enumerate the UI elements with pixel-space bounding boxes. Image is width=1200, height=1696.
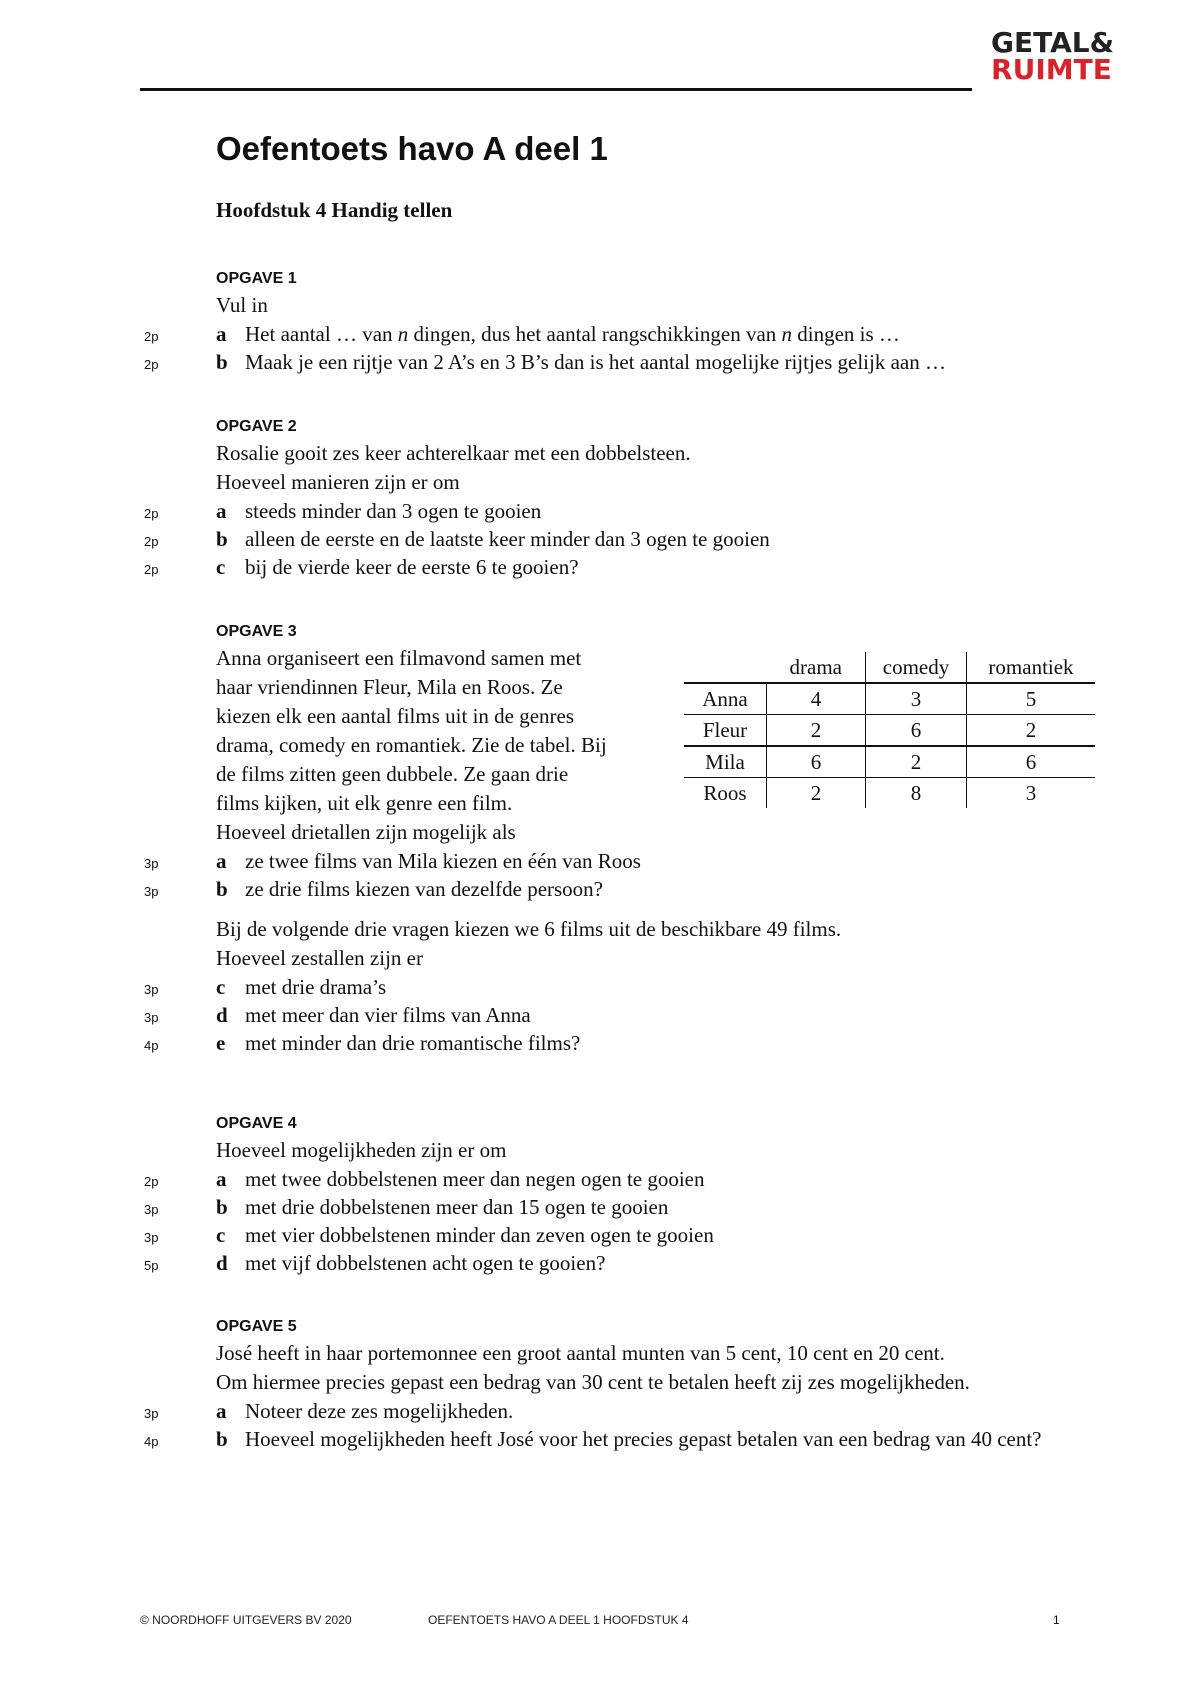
opgave-1-heading: OPGAVE 1: [216, 270, 297, 287]
math-variable: n: [781, 322, 793, 346]
item-letter: c: [216, 975, 226, 999]
page-title: Oefentoets havo A deel 1: [216, 130, 608, 167]
item-text-part: dingen, dus het aantal rangschikkingen van: [408, 322, 782, 346]
question-item: [144, 1029, 1116, 1057]
item-letter: a: [216, 322, 227, 346]
footer-document-title: OEFENTOETS HAVO A DEEL 1 HOOFDSTUK 4: [428, 1613, 689, 1627]
opgave-2-intro-1: Rosalie gooit zes keer achterelkaar met een dobbelsteen.: [216, 441, 691, 465]
points-label: 2p: [144, 534, 159, 549]
item-text: met drie drama’s: [245, 975, 387, 999]
opgave-3-intro-line: drama, comedy en romantiek. Zie de tabel. Bij: [216, 733, 607, 757]
opgave-3-question-1: Hoeveel drietallen zijn mogelijk als: [216, 820, 516, 844]
row-name: Roos: [684, 778, 767, 809]
header-rule: [140, 88, 972, 91]
item-text: met meer dan vier films van Anna: [245, 1003, 531, 1027]
points-label: 2p: [144, 357, 159, 372]
table-cell: 2: [866, 746, 967, 778]
points-label: 5p: [144, 1258, 159, 1273]
item-text-part: Het aantal … van: [245, 322, 398, 346]
opgave-5-intro-1: José heeft in haar portemonnee een groot aantal munten van 5 cent, 10 cent en 20 cent.: [216, 1341, 945, 1365]
points-label: 3p: [144, 884, 159, 899]
table-cell: 6: [866, 715, 967, 747]
table-cell: 2: [767, 715, 866, 747]
opgave-3-intro-line: haar vriendinnen Fleur, Mila en Roos. Ze: [216, 675, 563, 699]
opgave-5-heading: OPGAVE 5: [216, 1318, 297, 1335]
points-label: 3p: [144, 1406, 159, 1421]
opgave-2-heading: OPGAVE 2: [216, 418, 297, 435]
item-text: alleen de eerste en de laatste keer minder dan 3 ogen te gooien: [245, 527, 770, 551]
item-text: met minder dan drie romantische films?: [245, 1031, 581, 1055]
item-text: bij de vierde keer de eerste 6 te gooien?: [245, 555, 579, 579]
points-label: 4p: [144, 1434, 159, 1449]
table-cell: 8: [866, 778, 967, 809]
table-cell: 3: [866, 683, 967, 715]
table-header-cell: romantiek: [967, 652, 1096, 683]
opgave-3-intro-line: films kijken, uit elk genre een film.: [216, 791, 513, 815]
item-letter: a: [216, 1399, 227, 1423]
page-number: 1: [1053, 1613, 1060, 1627]
table-header-corner: [684, 652, 767, 683]
opgave-3-intro-line: de films zitten geen dubbele. Ze gaan drie: [216, 762, 569, 786]
points-label: 3p: [144, 1010, 159, 1025]
question-item: [144, 525, 1116, 553]
item-text: met vijf dobbelstenen acht ogen te gooien?: [245, 1251, 606, 1275]
table-row: [684, 683, 1095, 715]
item-letter: b: [216, 877, 228, 901]
opgave-5: [144, 1318, 1116, 1453]
table-cell: 3: [1025, 780, 1037, 805]
spacer: [216, 903, 1116, 915]
opgave-2: [144, 418, 1116, 581]
points-label: 3p: [144, 856, 159, 871]
item-letter: b: [216, 527, 228, 551]
points-label: 4p: [144, 1038, 159, 1053]
item-text: Noteer deze zes mogelijkheden.: [245, 1399, 514, 1423]
opgave-3-intro-2: Bij de volgende drie vragen kiezen we 6 films uit de beschikbare 49 films.: [216, 917, 842, 941]
item-letter: a: [216, 849, 227, 873]
table-cell: 5: [967, 683, 1096, 715]
opgave-3-intro-line: kiezen elk een aantal films uit in de genres: [216, 704, 575, 728]
question-item: [144, 1221, 1116, 1249]
table-header-cell: drama: [767, 652, 866, 683]
question-item: [144, 1425, 1100, 1453]
item-letter: c: [216, 1223, 226, 1247]
table-cell: 2: [967, 715, 1096, 747]
table-row: [684, 746, 1095, 778]
page-footer: [140, 1613, 689, 1627]
item-letter: d: [216, 1003, 228, 1027]
item-letter: b: [216, 1427, 228, 1451]
question-item: [144, 320, 1116, 348]
table-cell: 4: [767, 683, 866, 715]
question-item: [144, 1193, 1116, 1221]
brand-line-1: GETAL&: [991, 26, 1114, 59]
points-label: 2p: [144, 329, 159, 344]
opgave-4-heading: OPGAVE 4: [216, 1115, 297, 1132]
row-name: Fleur: [684, 715, 767, 747]
points-label: 2p: [144, 562, 159, 577]
table-row: [684, 715, 1095, 747]
footer-copyright: © NOORDHOFF UITGEVERS BV 2020: [140, 1613, 352, 1627]
opgave-4: [144, 1115, 1116, 1277]
table-header-row: [684, 652, 1095, 683]
item-letter: d: [216, 1251, 228, 1275]
item-text: ze drie films kiezen van dezelfde persoon?: [245, 877, 603, 901]
question-item: [144, 1397, 1116, 1425]
opgave-1: [144, 270, 1116, 376]
points-label: 3p: [144, 1230, 159, 1245]
opgave-1-intro: Vul in: [216, 293, 268, 317]
points-label: 2p: [144, 1174, 159, 1189]
chapter-subtitle: Hoofdstuk 4 Handig tellen: [216, 198, 453, 222]
item-text: met drie dobbelstenen meer dan 15 ogen te gooien: [245, 1195, 669, 1219]
item-letter: b: [216, 1195, 228, 1219]
genre-table: [684, 652, 1095, 808]
question-item: [144, 553, 1116, 581]
item-letter: e: [216, 1031, 226, 1055]
table-cell: 2: [767, 778, 866, 809]
table-header-cell: comedy: [866, 652, 967, 683]
points-label: 3p: [144, 982, 159, 997]
opgave-2-intro-2: Hoeveel manieren zijn er om: [216, 470, 460, 494]
brand-line-2: RUIMTE: [991, 52, 1112, 86]
opgave-3-intro-line: Anna organiseert een filmavond samen met: [216, 646, 582, 670]
question-item: [144, 1001, 1116, 1029]
item-letter: a: [216, 499, 227, 523]
question-item: [144, 1165, 1116, 1193]
opgave-3-heading: OPGAVE 3: [216, 623, 297, 640]
question-item: [144, 847, 1116, 875]
item-text: steeds minder dan 3 ogen te gooien: [245, 499, 542, 523]
question-item: [144, 348, 1116, 376]
item-letter: b: [216, 350, 228, 374]
question-item: [144, 973, 1116, 1001]
item-letter: a: [216, 1167, 227, 1191]
table-cell: 6: [767, 746, 866, 778]
brand-logo: [991, 26, 1114, 86]
table-cell: 6: [967, 746, 1096, 778]
row-name: Anna: [684, 683, 767, 715]
points-label: 3p: [144, 1202, 159, 1217]
item-text: met twee dobbelstenen meer dan negen ogen te gooien: [245, 1167, 705, 1191]
item-text: Hoeveel mogelijkheden heeft José voor het precies gepast betalen van een bedrag van 40 cent?: [245, 1427, 1042, 1451]
question-item: [144, 497, 1116, 525]
math-variable: n: [397, 322, 409, 346]
item-text-part: dingen is …: [792, 322, 900, 346]
question-item: [144, 875, 1116, 903]
item-letter: c: [216, 555, 226, 579]
points-label: 2p: [144, 506, 159, 521]
item-text: ze twee films van Mila kiezen en één van Roos: [245, 849, 641, 873]
row-name: Mila: [684, 746, 767, 778]
item-text: met vier dobbelstenen minder dan zeven ogen te gooien: [245, 1223, 714, 1247]
table-row: [684, 778, 1095, 809]
item-text: Maak je een rijtje van 2 A’s en 3 B’s dan is het aantal mogelijke rijtjes gelijk aan …: [245, 350, 946, 374]
question-item: [144, 1249, 1116, 1277]
opgave-3-question-2: Hoeveel zestallen zijn er: [216, 946, 423, 970]
opgave-5-intro-2: Om hiermee precies gepast een bedrag van 30 cent te betalen heeft zij zes mogelijkheden.: [216, 1370, 970, 1394]
opgave-4-intro: Hoeveel mogelijkheden zijn er om: [216, 1138, 507, 1162]
